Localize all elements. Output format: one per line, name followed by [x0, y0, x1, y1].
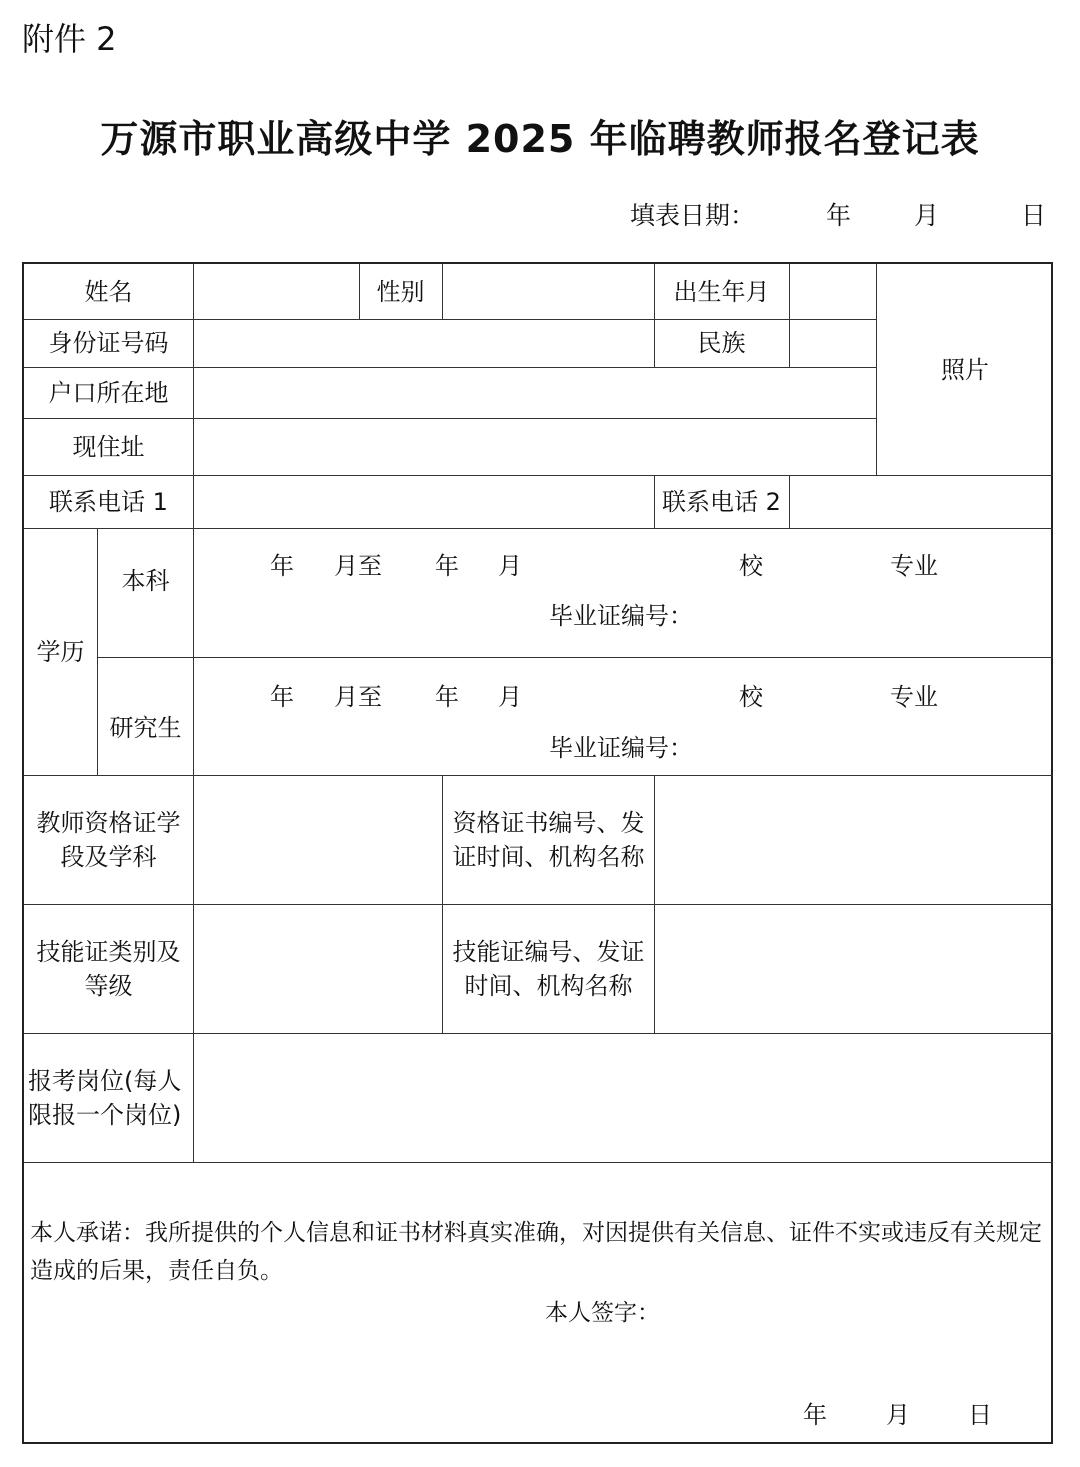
skill-cert-line2: 等级 — [84, 971, 133, 1000]
edu-school: 校 — [739, 683, 763, 711]
edu-cert-number: 毕业证编号： — [549, 602, 693, 630]
page-title: 万源市职业高级中学 2025 年临聘教师报名登记表 — [100, 117, 980, 161]
fill-date-month[interactable]: 月 — [914, 201, 940, 230]
fill-date-label: 填表日期： — [630, 201, 756, 230]
education-label: 学历 — [36, 637, 85, 666]
fill-date-year[interactable]: 年 — [826, 201, 852, 230]
signature-field[interactable] — [664, 1286, 1024, 1326]
education-level-bachelor: 本科 — [121, 566, 170, 595]
address-label: 现住址 — [72, 432, 145, 461]
gender-label: 性别 — [376, 277, 425, 306]
hukou-field[interactable] — [194, 367, 876, 418]
pledge-month[interactable]: 月 — [886, 1401, 910, 1429]
pledge-text: 本人承诺：我所提供的个人信息和证书材料真实准确，对因提供有关信息、证件不实或违反有关规定造成的后果，责任自负。 — [30, 1220, 1042, 1284]
edu-cert-number: 毕业证编号： — [549, 734, 693, 762]
teacher-cert-line1: 教师资格证学 — [36, 808, 181, 837]
hukou-label: 户口所在地 — [48, 378, 169, 407]
registration-form — [22, 262, 1053, 1444]
teacher-cert-label — [24, 775, 193, 904]
fill-date-day[interactable]: 日 — [1021, 201, 1047, 230]
teacher-cert-field[interactable] — [194, 775, 442, 904]
ethnicity-field[interactable] — [790, 319, 876, 367]
signature-label: 本人签字： — [545, 1300, 660, 1326]
edu-month-to: 月至 — [334, 552, 382, 580]
pledge-year[interactable]: 年 — [803, 1401, 827, 1429]
ethnicity-label: 民族 — [697, 329, 746, 357]
photo-box[interactable] — [877, 264, 1053, 475]
phone1-label: 联系电话 1 — [49, 487, 168, 516]
photo-label: 照片 — [941, 355, 989, 384]
teacher-cert-line2: 段及学科 — [60, 842, 157, 871]
skill-cert-line1: 技能证类别及 — [36, 937, 181, 966]
id-field[interactable] — [194, 319, 654, 367]
name-field[interactable] — [194, 264, 359, 319]
teacher-cert-info-field[interactable] — [655, 775, 1053, 904]
edu-major: 专业 — [890, 683, 938, 711]
birth-label: 出生年月 — [673, 277, 770, 306]
edu-month-end: 月 — [498, 683, 522, 711]
skill-cert-label — [24, 904, 193, 1033]
skill-cert-info-line2: 时间、机构名称 — [464, 971, 633, 1000]
edu-major: 专业 — [890, 552, 938, 580]
position-field[interactable] — [194, 1033, 1053, 1162]
phone2-field[interactable] — [790, 475, 1053, 528]
phone1-field[interactable] — [194, 475, 654, 528]
skill-cert-field[interactable] — [194, 904, 442, 1033]
teacher-cert-info-label — [443, 775, 654, 904]
position-line2: 限报一个岗位) — [28, 1100, 182, 1129]
edu-year-end: 年 — [435, 683, 459, 711]
edu-month-to: 月至 — [334, 683, 382, 711]
phone2-label: 联系电话 2 — [662, 487, 781, 516]
edu-year-start: 年 — [270, 552, 294, 580]
attachment-label: 附件 2 — [22, 20, 117, 58]
skill-cert-info-field[interactable] — [655, 904, 1053, 1033]
name-label: 姓名 — [84, 277, 133, 306]
position-line1: 报考岗位(每人 — [28, 1066, 182, 1095]
address-field[interactable] — [194, 418, 876, 475]
skill-cert-info-label — [443, 904, 654, 1033]
pledge-day[interactable]: 日 — [968, 1401, 992, 1429]
id-label: 身份证号码 — [48, 329, 169, 357]
edu-school: 校 — [739, 552, 763, 580]
teacher-cert-info-line1: 资格证书编号、发 — [452, 808, 645, 837]
edu-month-end: 月 — [498, 552, 522, 580]
edu-year-end: 年 — [435, 552, 459, 580]
position-label — [24, 1033, 193, 1162]
teacher-cert-info-line2: 证时间、机构名称 — [452, 842, 645, 871]
birth-field[interactable] — [790, 264, 876, 319]
gender-field[interactable] — [443, 264, 654, 319]
skill-cert-info-line1: 技能证编号、发证 — [452, 937, 645, 966]
edu-year-start: 年 — [270, 683, 294, 711]
education-level-graduate: 研究生 — [109, 714, 182, 742]
